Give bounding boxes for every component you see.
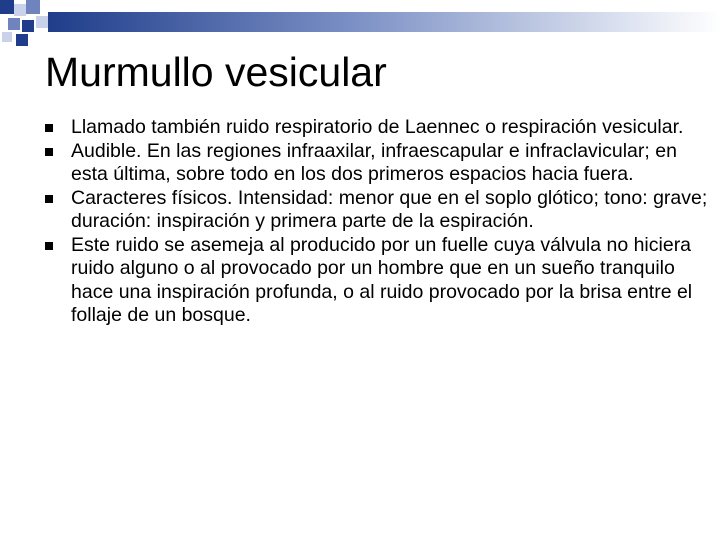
header-decoration [0,0,720,50]
bullet-item [45,140,715,187]
decor-square [2,32,12,42]
square-bullet-icon [45,195,53,203]
decor-square [16,34,28,46]
bullet-item [45,116,715,140]
decor-square [26,0,40,14]
bullet-text: Este ruido se asemeja al producido por un fuelle cuya válvula no hiciera ruido alguno o al provocado por un hombre que en un sueño tranquilo hace una inspiración profunda, o al ruido provocado por la brisa entre el follaje de un bosque. [71,233,693,326]
decor-square [14,4,26,16]
decor-square [36,16,48,28]
decor-square [8,18,20,30]
decor-square [0,0,14,14]
bullet-list [45,116,715,328]
slide-title: Murmullo vesicular [45,49,387,95]
bullet-text: Audible. En las regiones infraaxilar, infraescapular e infraclavicular; en esta última, sobre todo en los dos primeros espacios hacia fuera. [71,139,677,185]
square-bullet-icon [45,242,53,250]
gradient-band [48,12,720,32]
bullet-text: Llamado también ruido respiratorio de Laennec o respiración vesicular. [71,116,684,138]
square-bullet-icon [45,124,53,132]
bullet-text: Caracteres físicos. Intensidad: menor que en el soplo glótico; tono: grave; duración: inspiración y primera parte de la espiración. [71,186,708,232]
square-bullet-icon [45,148,53,156]
decor-square [22,20,34,32]
bullet-item [45,234,715,328]
bullet-item [45,187,715,234]
